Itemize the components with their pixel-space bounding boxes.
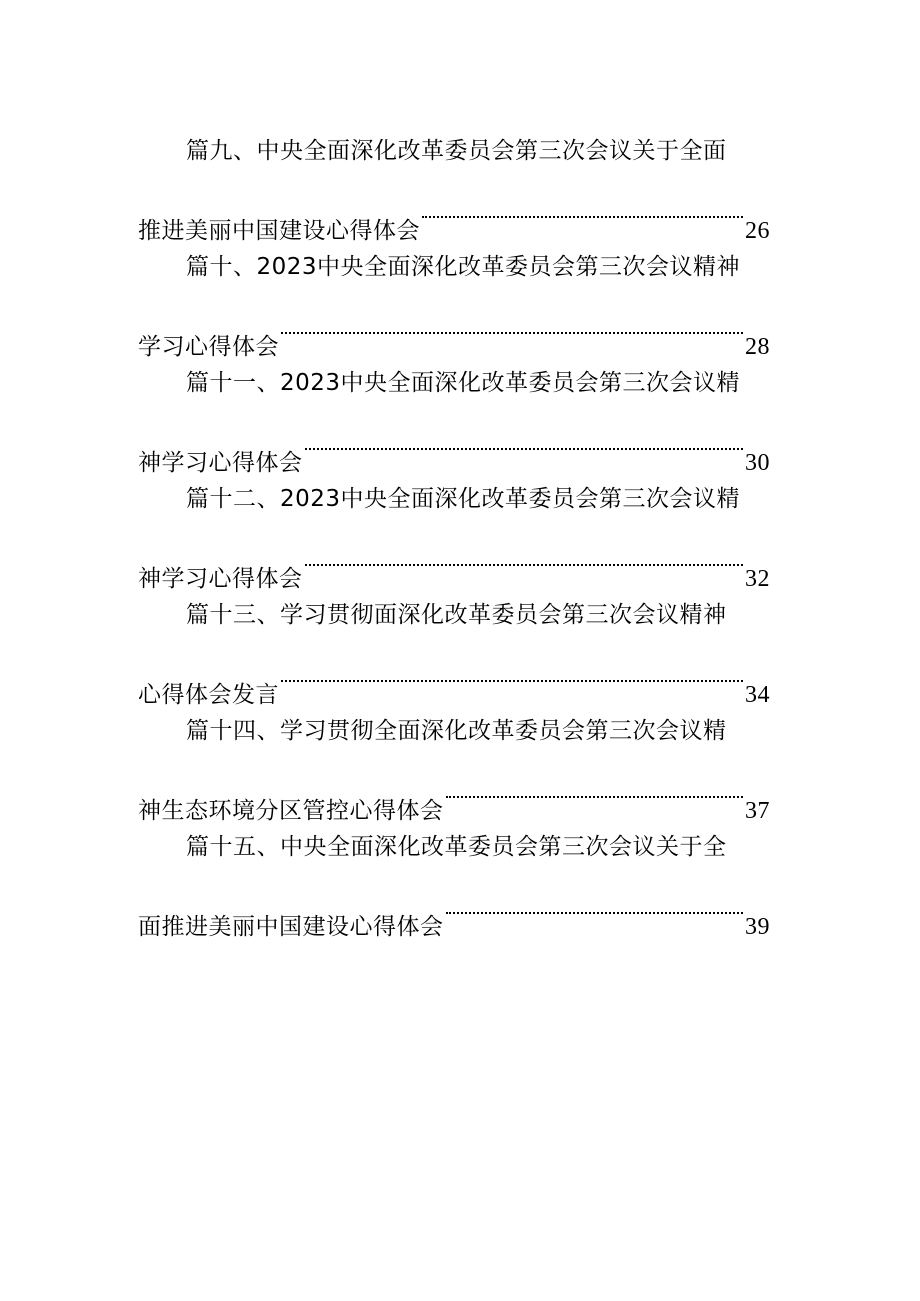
toc-entry-title-line1: 篇十一、2023中央全面深化改革委员会第三次会议精 bbox=[186, 370, 741, 396]
toc-entry-title-line2-row bbox=[138, 296, 770, 360]
toc-entry-title-line2: 心得体会发言 bbox=[138, 682, 279, 708]
toc-entry-title-line1: 篇九、中央全面深化改革委员会第三次会议关于全面 bbox=[186, 138, 727, 164]
toc-entry-title-line1: 篇十三、学习贯彻面深化改革委员会第三次会议精神 bbox=[186, 602, 727, 628]
toc-entry[interactable] bbox=[138, 702, 770, 824]
toc-entry-title-line2: 神学习心得体会 bbox=[138, 450, 303, 476]
toc-entry-title-line1: 篇十二、2023中央全面深化改革委员会第三次会议精 bbox=[186, 486, 741, 512]
dot-leader bbox=[446, 760, 744, 818]
toc-entry-title-line1: 篇十、2023中央全面深化改革委员会第三次会议精神 bbox=[186, 254, 741, 280]
toc-entry-title-line2: 神生态环境分区管控心得体会 bbox=[138, 798, 444, 824]
toc-entry-title-line2: 面推进美丽中国建设心得体会 bbox=[138, 914, 444, 940]
toc-entry-title-line2-row bbox=[138, 760, 770, 824]
toc-entry-page-number: 32 bbox=[745, 566, 770, 592]
toc-entry-title-line2: 推进美丽中国建设心得体会 bbox=[138, 218, 420, 244]
dot-leader bbox=[422, 180, 743, 238]
toc-entry[interactable] bbox=[138, 470, 770, 592]
toc-entry-title-line2: 神学习心得体会 bbox=[138, 566, 303, 592]
toc-entry-title-line2-row bbox=[138, 876, 770, 940]
toc-entry[interactable] bbox=[138, 354, 770, 476]
dot-leader bbox=[281, 296, 743, 354]
toc-entry-page-number: 26 bbox=[745, 218, 770, 244]
toc-entry-page-number: 30 bbox=[745, 450, 770, 476]
toc-entry-title-line2-row bbox=[138, 644, 770, 708]
toc-entry-title-line1: 篇十四、学习贯彻全面深化改革委员会第三次会议精 bbox=[186, 718, 727, 744]
dot-leader bbox=[305, 528, 744, 586]
dot-leader bbox=[281, 644, 743, 702]
table-of-contents bbox=[138, 122, 770, 940]
toc-entry-title-line1: 篇十五、中央全面深化改革委员会第三次会议关于全 bbox=[186, 834, 727, 860]
toc-entry-title-line2-row bbox=[138, 412, 770, 476]
toc-entry[interactable] bbox=[138, 818, 770, 940]
toc-entry-page-number: 28 bbox=[745, 334, 770, 360]
toc-entry-title-line2: 学习心得体会 bbox=[138, 334, 279, 360]
toc-entry-title-line2-row bbox=[138, 180, 770, 244]
toc-entry[interactable] bbox=[138, 586, 770, 708]
dot-leader bbox=[305, 412, 744, 470]
toc-entry[interactable] bbox=[138, 122, 770, 244]
toc-entry-page-number: 34 bbox=[745, 682, 770, 708]
toc-entry-page-number: 37 bbox=[745, 798, 770, 824]
toc-entry[interactable] bbox=[138, 238, 770, 360]
toc-entry-page-number: 39 bbox=[745, 914, 770, 940]
dot-leader bbox=[446, 876, 744, 934]
toc-entry-title-line2-row bbox=[138, 528, 770, 592]
